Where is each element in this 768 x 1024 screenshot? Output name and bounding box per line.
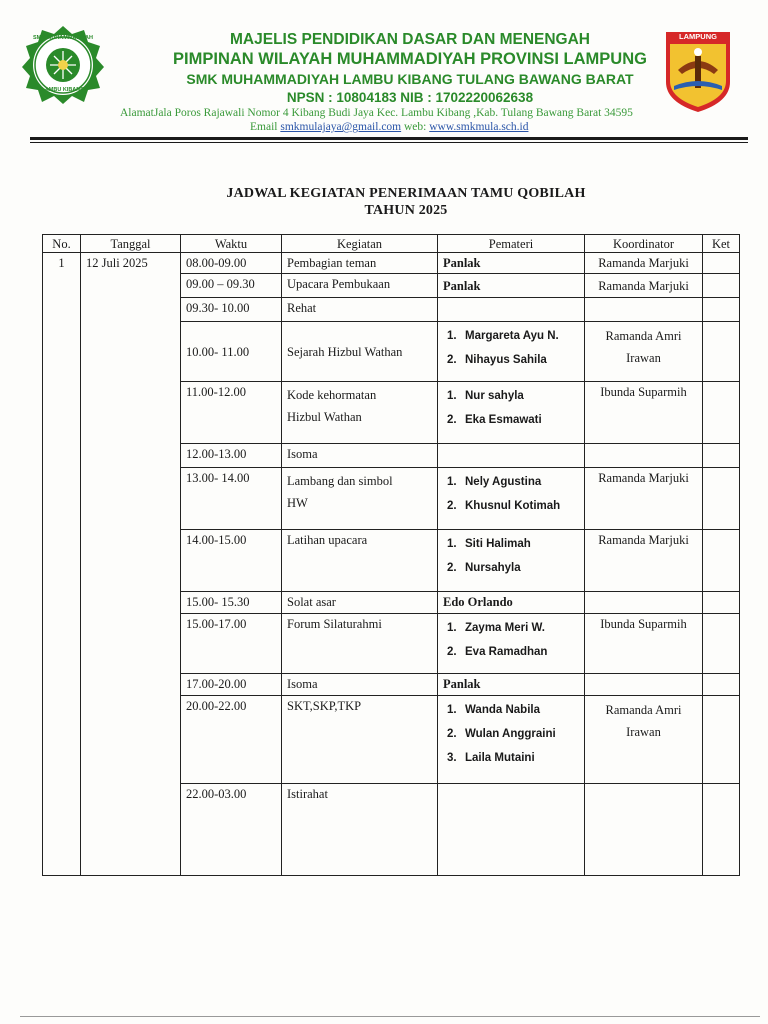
list-item: 1. Margareta Ayu N.	[447, 330, 559, 342]
list-item: 1. Zayma Meri W.	[447, 622, 545, 634]
email-link[interactable]: smkmulajaya@gmail.com	[280, 121, 402, 133]
letterhead-address: AlamatJala Poros Rajawali Nomor 4 Kibang Budi Jaya Kec. Lambu Kibang ,Kab. Tulang Bawang Barat 34595	[120, 107, 633, 119]
cell-kegiatan: Latihan upacara	[282, 530, 438, 592]
cell-koordinator: Ramanda Marjuki	[585, 253, 703, 274]
cell-ket	[703, 784, 740, 876]
list-item: 1. Wanda Nabila	[447, 704, 540, 716]
list-item: 2. Eka Esmawati	[447, 414, 542, 426]
header-kegiatan: Kegiatan	[282, 235, 438, 253]
pemateri-list	[443, 384, 579, 432]
cell-waktu: 12.00-13.00	[181, 444, 282, 468]
cell-pemateri	[438, 784, 585, 876]
cell-pemateri	[438, 468, 585, 530]
cell-koordinator: Ramanda Marjuki	[585, 530, 703, 592]
cell-koordinator	[585, 674, 703, 696]
cell-ket	[703, 274, 740, 298]
cell-koordinator: Ramanda Marjuki	[585, 274, 703, 298]
koordinator-line-2: Irawan	[626, 351, 661, 365]
cell-pemateri	[438, 382, 585, 444]
cell-kegiatan: Solat asar	[282, 592, 438, 614]
koordinator-line-2: Irawan	[626, 725, 661, 739]
cell-ket	[703, 674, 740, 696]
list-item: 1. Nur sahyla	[447, 390, 524, 402]
pemateri-list	[443, 324, 579, 372]
cell-waktu: 08.00-09.00	[181, 253, 282, 274]
cell-pemateri	[438, 696, 585, 784]
cell-kegiatan: Isoma	[282, 444, 438, 468]
kegiatan-line-2: HW	[287, 496, 308, 510]
cell-waktu: 14.00-15.00	[181, 530, 282, 592]
cell-kegiatan: Rehat	[282, 298, 438, 322]
cell-ket	[703, 592, 740, 614]
document-title: JADWAL KEGIATAN PENERIMAAN TAMU QOBILAH	[226, 186, 586, 201]
kegiatan-line-1: Kode kehormatan	[287, 388, 377, 402]
cell-kegiatan: Sejarah Hizbul Wathan	[282, 322, 438, 382]
cell-waktu: 10.00- 11.00	[181, 322, 282, 382]
cell-koordinator	[585, 444, 703, 468]
cell-koordinator: Ibunda Suparmih	[585, 382, 703, 444]
cell-koordinator	[585, 696, 703, 784]
page-bottom-edge	[20, 1016, 760, 1017]
pemateri-list	[443, 698, 579, 770]
header-waktu: Waktu	[181, 235, 282, 253]
pemateri-list	[443, 616, 579, 664]
cell-ket	[703, 468, 740, 530]
cell-waktu: 17.00-20.00	[181, 674, 282, 696]
document-subtitle: TAHUN 2025	[364, 203, 448, 218]
list-item: 2. Nursahyla	[447, 562, 521, 574]
cell-koordinator: Ibunda Suparmih	[585, 614, 703, 674]
cell-tanggal: 12 Juli 2025	[81, 253, 181, 876]
cell-waktu: 22.00-03.00	[181, 784, 282, 876]
cell-kegiatan	[282, 382, 438, 444]
cell-pemateri	[438, 322, 585, 382]
list-item: 2. Eva Ramadhan	[447, 646, 548, 658]
table-header-row	[43, 235, 740, 253]
table-row	[43, 253, 740, 274]
cell-pemateri: Panlak	[438, 674, 585, 696]
cell-waktu: 13.00- 14.00	[181, 468, 282, 530]
cell-pemateri: Panlak	[438, 253, 585, 274]
letterhead-line-2: PIMPINAN WILAYAH MUHAMMADIYAH PROVINSI LAMPUNG	[173, 50, 647, 68]
list-item: 2. Wulan Anggraini	[447, 728, 556, 740]
logo-text-top: SMK MUHAMMADIYAH	[33, 35, 93, 41]
cell-pemateri: Panlak	[438, 274, 585, 298]
web-label: web:	[404, 121, 427, 133]
letterhead-line-3: SMK MUHAMMADIYAH LAMBU KIBANG TULANG BAWANG BARAT	[186, 71, 634, 87]
header-tanggal: Tanggal	[81, 235, 181, 253]
letterhead-contact	[250, 121, 528, 133]
list-item: 1. Nely Agustina	[447, 476, 542, 488]
logo-text-bottom: LAMBU KIBANG	[41, 87, 85, 93]
list-item: 2. Nihayus Sahila	[447, 354, 547, 366]
cell-kegiatan: Upacara Pembukaan	[282, 274, 438, 298]
cell-kegiatan: Istirahat	[282, 784, 438, 876]
cell-pemateri	[438, 530, 585, 592]
cell-pemateri	[438, 298, 585, 322]
cell-ket	[703, 298, 740, 322]
cell-waktu: 15.00- 15.30	[181, 592, 282, 614]
header-no: No.	[43, 235, 81, 253]
koordinator-line-1: Ramanda Amri	[605, 329, 682, 343]
cell-ket	[703, 253, 740, 274]
lampung-emblem-label: LAMPUNG	[679, 32, 717, 41]
cell-waktu: 20.00-22.00	[181, 696, 282, 784]
cell-kegiatan: Isoma	[282, 674, 438, 696]
cell-ket	[703, 696, 740, 784]
cell-waktu: 09.00 – 09.30	[181, 274, 282, 298]
letterhead-line-1: MAJELIS PENDIDIKAN DASAR DAN MENENGAH	[230, 31, 590, 48]
cell-ket	[703, 444, 740, 468]
cell-koordinator	[585, 784, 703, 876]
cell-waktu: 09.30- 10.00	[181, 298, 282, 322]
cell-pemateri	[438, 614, 585, 674]
cell-ket	[703, 382, 740, 444]
cell-kegiatan: Forum Silaturahmi	[282, 614, 438, 674]
cell-koordinator	[585, 322, 703, 382]
cell-no: 1	[43, 253, 81, 876]
cell-koordinator: Ramanda Marjuki	[585, 468, 703, 530]
pemateri-list	[443, 470, 579, 518]
header-koordinator: Koordinator	[585, 235, 703, 253]
cell-kegiatan: Pembagian teman	[282, 253, 438, 274]
schedule-table	[42, 234, 740, 876]
cell-ket	[703, 614, 740, 674]
pemateri-list	[443, 532, 579, 580]
list-item: 2. Khusnul Kotimah	[447, 500, 561, 512]
cell-waktu: 15.00-17.00	[181, 614, 282, 674]
header-ket: Ket	[703, 235, 740, 253]
letterhead-npsn: NPSN : 10804183 NIB : 1702220062638	[286, 90, 534, 105]
letterhead-divider-thick	[30, 137, 748, 140]
cell-pemateri	[438, 444, 585, 468]
kegiatan-line-1: Lambang dan simbol	[287, 474, 393, 488]
koordinator-line-1: Ramanda Amri	[605, 703, 682, 717]
kegiatan-line-2: Hizbul Wathan	[287, 410, 362, 424]
web-link[interactable]: www.smkmula.sch.id	[429, 121, 529, 133]
cell-pemateri: Edo Orlando	[438, 592, 585, 614]
cell-waktu: 11.00-12.00	[181, 382, 282, 444]
cell-kegiatan	[282, 468, 438, 530]
cell-kegiatan: SKT,SKP,TKP	[282, 696, 438, 784]
school-logo-text	[20, 24, 106, 104]
cell-koordinator	[585, 298, 703, 322]
email-label: Email	[250, 121, 278, 133]
cell-ket	[703, 530, 740, 592]
list-item: 3. Laila Mutaini	[447, 752, 535, 764]
list-item: 1. Siti Halimah	[447, 538, 531, 550]
header-pemateri: Pemateri	[438, 235, 585, 253]
cell-ket	[703, 322, 740, 382]
cell-koordinator	[585, 592, 703, 614]
letterhead-divider-thin	[30, 142, 748, 143]
